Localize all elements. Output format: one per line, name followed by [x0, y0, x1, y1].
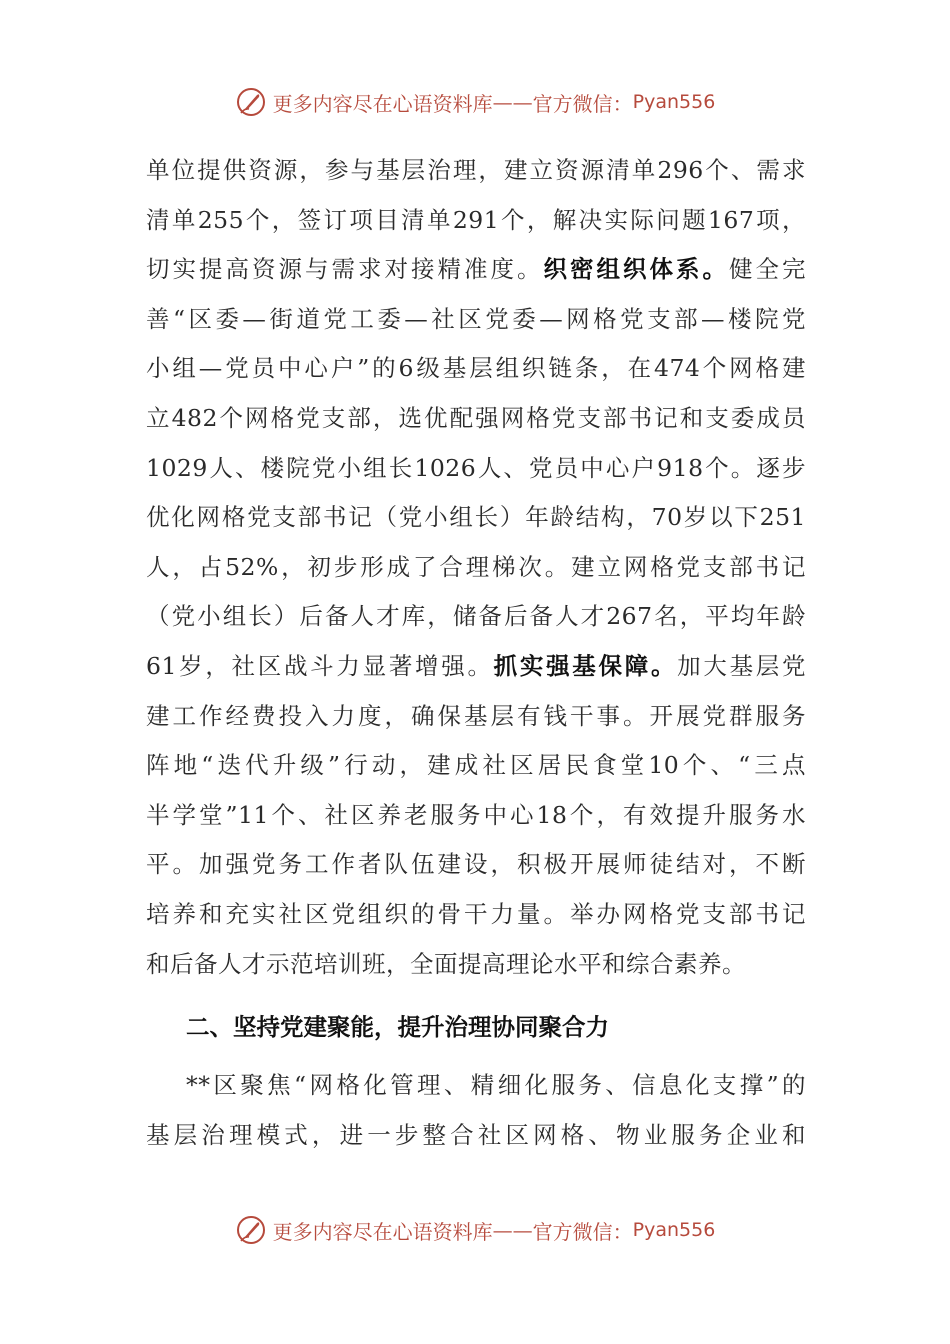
text-line: 清单255个，签订项目清单291个，解决实际问题167项，	[146, 205, 806, 234]
watermark-wechat-id: Pyan556	[632, 1219, 716, 1241]
text-line: 善“区委—街道党工委—社区党委—网格党支部—楼院党	[146, 304, 806, 333]
text-line: （党小组长）后备人才库，储备后备人才267名，平均年龄	[146, 602, 806, 631]
watermark-wechat-label: 官方微信：	[532, 91, 633, 116]
text-line: 和后备人才示范培训班，全面提高理论水平和综合素养。	[146, 949, 746, 978]
text-span: 健全完	[729, 255, 806, 284]
text-span: 61岁，社区战斗力显著增强。	[146, 651, 494, 680]
text-span: 加大基层党	[677, 651, 807, 680]
watermark-wechat-label: 官方微信：	[532, 1219, 633, 1244]
watermark-banner-top	[0, 80, 950, 124]
watermark-site-text: 更多内容尽在心语资料库	[272, 1219, 493, 1244]
bold-subheading-organization: 织密组织体系。	[543, 255, 729, 284]
text-line: 基层治理模式，进一步整合社区网格、物业服务企业和	[146, 1120, 806, 1149]
text-line	[146, 245, 806, 295]
bold-subheading-guarantee: 抓实强基保障。	[493, 651, 678, 680]
text-line: 优化网格党支部书记（党小组长）年龄结构，70岁以下251	[146, 503, 806, 532]
watermark-separator: ——	[492, 90, 533, 114]
watermark-banner-bottom	[0, 1208, 950, 1252]
watermark-wechat-id: Pyan556	[632, 91, 716, 113]
text-line: 立482个网格党支部，选优配强网格党支部书记和支委成员	[146, 403, 806, 432]
text-line: 单位提供资源，参与基层治理，建立资源清单296个、需求	[146, 156, 806, 184]
text-line: 半学堂”11个、社区养老服务中心18个，有效提升服务水	[146, 800, 806, 829]
quill-logo-icon	[235, 1214, 267, 1246]
text-line: 小组—党员中心户”的6级基层组织链条，在474个网格建	[146, 354, 806, 383]
text-line: 阵地“迭代升级”行动，建成社区居民食堂10个、“三点	[146, 751, 806, 780]
text-line	[146, 642, 806, 692]
text-line: 人，占52%，初步形成了合理梯次。建立网格党支部书记	[146, 552, 806, 581]
text-line: 建工作经费投入力度，确保基层有钱干事。开展党群服务	[146, 701, 806, 730]
text-span: 切实提高资源与需求对接精准度。	[146, 255, 544, 284]
text-line: 1029人、楼院党小组长1026人、党员中心户918个。逐步	[146, 453, 806, 482]
watermark-site-text: 更多内容尽在心语资料库	[272, 91, 493, 116]
watermark-separator: ——	[492, 1218, 533, 1242]
section-heading: 二、坚持党建聚能，提升治理协同聚合力	[186, 1013, 609, 1042]
text-line: 培养和充实社区党组织的骨干力量。举办网格党支部书记	[146, 899, 806, 928]
document-body	[146, 146, 806, 1160]
text-line: 平。加强党务工作者队伍建设，积极开展师徒结对，不断	[146, 850, 806, 879]
quill-logo-icon	[235, 86, 267, 118]
text-line: **区聚焦“网格化管理、精细化服务、信息化支撑”的	[186, 1071, 806, 1100]
